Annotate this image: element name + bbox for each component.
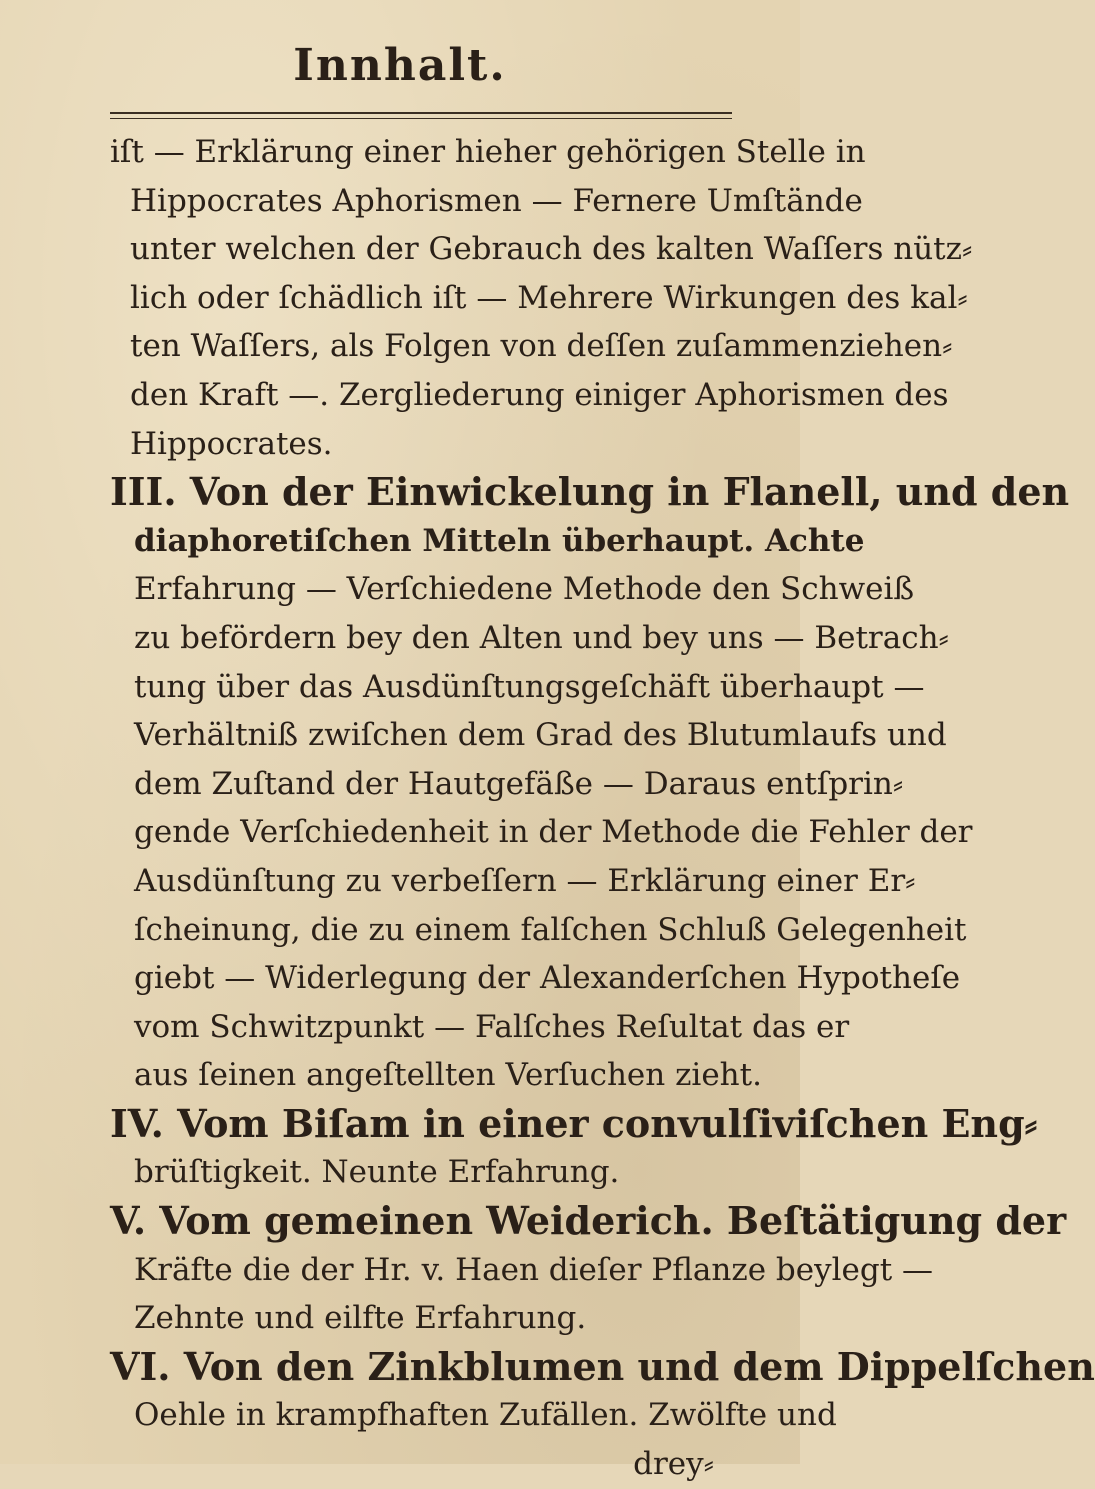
text-line: ten Waſſers, als Folgen von deſſen zuſammenziehen⸗ bbox=[130, 328, 953, 365]
running-head: Innhalt. bbox=[293, 40, 507, 91]
text-line: Erfahrung — Verſchiedene Methode den Schweiß bbox=[134, 571, 915, 608]
text-line: unter welchen der Gebrauch des kalten Waſſers nütz⸗ bbox=[130, 231, 973, 268]
section-heading: III. Von der Einwickelung in Flanell, und den bbox=[110, 469, 1070, 515]
text-line: Verhältniß zwiſchen dem Grad des Blutumlaufs und bbox=[134, 717, 947, 754]
text-line: den Kraft —. Zergliederung einiger Aphorismen des bbox=[130, 376, 949, 413]
text-line: Oehle in krampfhaften Zufällen. Zwölfte und bbox=[134, 1397, 837, 1434]
text-line: brüſtigkeit. Neunte Erfahrung. bbox=[134, 1154, 620, 1191]
text-line: iſt — Erklärung einer hieher gehörigen Stelle in bbox=[110, 134, 866, 170]
text-line: Ausdünſtung zu verbeſſern — Erklärung einer Er⸗ bbox=[134, 862, 916, 899]
text-line: tung über das Ausdünſtungsgeſchäft überhaupt — bbox=[134, 668, 925, 705]
section-heading: diaphoretiſchen Mitteln überhaupt. Achte bbox=[134, 522, 865, 559]
text-line: Zehnte und eilfte Erfahrung. bbox=[134, 1300, 587, 1337]
text-line: giebt — Widerlegung der Alexanderſchen Hypotheſe bbox=[134, 960, 961, 997]
text-line: Kräfte die der Hr. v. Haen dieſer Pflanze beylegt — bbox=[134, 1251, 934, 1288]
text-line: zu befördern bey den Alten und bey uns — Betrach⸗ bbox=[134, 619, 949, 656]
text-line: lich oder ſchädlich iſt — Mehrere Wirkungen des kal⸗ bbox=[130, 279, 968, 316]
text-line: dem Zuſtand der Hautgefäße — Daraus entſprin⸗ bbox=[134, 765, 904, 802]
head-rule bbox=[110, 112, 732, 119]
section-heading: V. Vom gemeinen Weiderich. Beſtätigung der bbox=[110, 1198, 1067, 1244]
text-line: gende Verſchiedenheit in der Methode die Fehler der bbox=[134, 814, 973, 851]
text-line: Hippocrates Aphorismen — Fernere Umſtände bbox=[130, 182, 863, 219]
section-heading: VI. Von den Zinkblumen und dem Dippelſchen bbox=[110, 1343, 1095, 1389]
text-line: Hippocrates. bbox=[130, 425, 333, 462]
text-line: ſcheinung, die zu einem falſchen Schluß Gelegenheit bbox=[134, 911, 967, 948]
text-line: vom Schwitzpunkt — Falſches Reſultat das er bbox=[134, 1008, 850, 1045]
contents-text bbox=[110, 128, 1095, 1489]
section-heading: IV. Vom Biſam in einer convulſiviſchen Eng⸗ bbox=[110, 1100, 1038, 1146]
catchword: drey⸗ bbox=[633, 1446, 714, 1483]
text-line: aus ſeinen angeſtellten Verſuchen zieht. bbox=[134, 1057, 762, 1094]
